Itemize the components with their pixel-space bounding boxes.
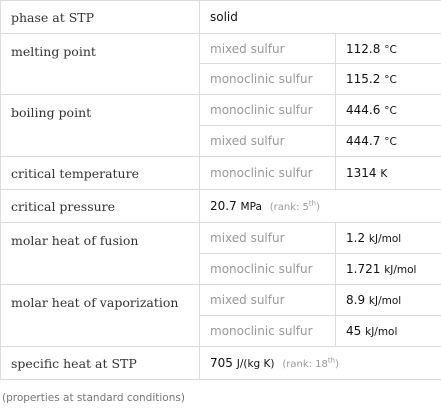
property-value: 444.7 °C xyxy=(336,126,441,157)
property-value: 705 J/(kg K) (rank: 18th) xyxy=(200,347,441,380)
row-boiling-a xyxy=(1,95,441,126)
property-label: phase at STP xyxy=(1,1,200,34)
substance-label: monoclinic sulfur xyxy=(200,64,336,95)
row-specific-heat xyxy=(1,347,441,380)
property-value: 112.8 °C xyxy=(336,34,441,64)
property-label: specific heat at STP xyxy=(1,347,200,380)
substance-label: mixed sulfur xyxy=(200,34,336,64)
row-critical-temperature xyxy=(1,157,441,190)
property-value: 444.6 °C xyxy=(336,95,441,126)
property-value: solid xyxy=(200,1,441,34)
substance-label: monoclinic sulfur xyxy=(200,316,336,347)
property-value: 1.2 kJ/mol xyxy=(336,223,441,254)
property-label: critical temperature xyxy=(1,157,200,190)
row-vaporization-a xyxy=(1,285,441,316)
row-fusion-a xyxy=(1,223,441,254)
substance-label: mixed sulfur xyxy=(200,285,336,316)
substance-label: monoclinic sulfur xyxy=(200,95,336,126)
property-label: critical pressure xyxy=(1,190,200,223)
property-label: melting point xyxy=(1,34,200,95)
row-melting-a xyxy=(1,34,441,64)
property-value: 115.2 °C xyxy=(336,64,441,95)
property-label: molar heat of fusion xyxy=(1,223,200,285)
property-value: 1314 K xyxy=(336,157,441,190)
property-value: 1.721 kJ/mol xyxy=(336,254,441,285)
row-critical-pressure xyxy=(1,190,441,223)
footnote: (properties at standard conditions) xyxy=(2,392,185,404)
row-phase xyxy=(1,1,441,34)
property-value: 45 kJ/mol xyxy=(336,316,441,347)
property-label: molar heat of vaporization xyxy=(1,285,200,347)
substance-label: monoclinic sulfur xyxy=(200,254,336,285)
property-value: 8.9 kJ/mol xyxy=(336,285,441,316)
substance-label: mixed sulfur xyxy=(200,126,336,157)
property-value: 20.7 MPa (rank: 5th) xyxy=(200,190,441,223)
substance-label: mixed sulfur xyxy=(200,223,336,254)
rank-note: (rank: 5th) xyxy=(269,199,321,213)
property-label: boiling point xyxy=(1,95,200,157)
substance-label: monoclinic sulfur xyxy=(200,157,336,190)
rank-note: (rank: 18th) xyxy=(282,356,339,370)
